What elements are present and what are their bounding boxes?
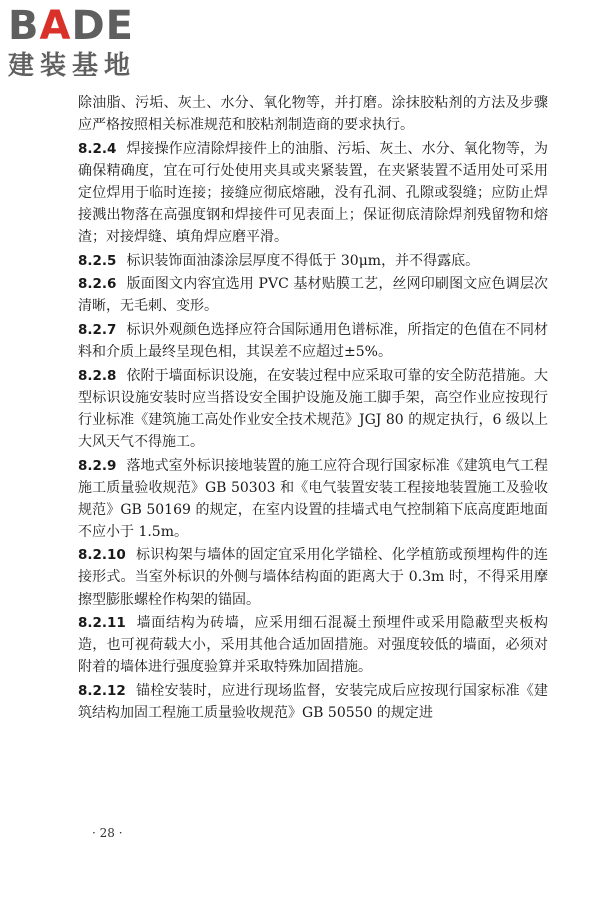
clause-8-2-7	[78, 319, 548, 363]
document-body	[78, 92, 548, 724]
clause-number: 8.2.7	[78, 321, 117, 338]
clause-text: 版面图文内容宜选用 PVC 基材贴膜工艺，丝网印刷图文应色调层次清晰，无毛刺、变形。	[78, 276, 548, 315]
logo-letter-b: B	[8, 3, 40, 49]
clause-number: 8.2.10	[78, 547, 126, 564]
clause-8-2-9	[78, 455, 548, 543]
clause-8-2-8	[78, 365, 548, 453]
clause-8-2-5	[78, 250, 548, 272]
clause-text: 标识外观颜色选择应符合国际通用色谱标准，所指定的色值在不同材料和介质上最终呈现色相，其误差不应超过±5%。	[78, 321, 548, 361]
clause-8-2-6	[78, 273, 548, 317]
clause-text: 标识装饰面油漆涂层厚度不得低于 30μm，并不得露底。	[126, 252, 480, 269]
logo-letter-a: A	[39, 3, 72, 49]
clause-number: 8.2.5	[78, 252, 117, 269]
clause-8-2-10	[78, 544, 548, 610]
clause-text: 依附于墙面标识设施，在安装过程中应采取可靠的安全防范措施。大型标识设施安装时应当搭设安全围护设施及施工脚手架，高空作业应按现行行业标准《建筑施工高处作业安全技术规范》JGJ 80 的规定执行，6 级以上大风天气不得施工。	[78, 367, 548, 450]
clause-number: 8.2.11	[78, 615, 126, 632]
clause-text: 标识构架与墙体的固定宜采用化学锚栓、化学植筋或预埋构件的连接形式。当室外标识的外侧与墙体结构面的距离大于 0.3m 时，不得采用摩擦型膨胀螺栓作构架的锚固。	[78, 547, 548, 608]
logo-subtitle: 建装基地	[8, 51, 137, 81]
page-number: · 28 ·	[92, 826, 123, 840]
clause-number: 8.2.6	[78, 276, 117, 293]
brand-logo	[8, 4, 183, 86]
clause-8-2-4	[78, 138, 548, 248]
clause-text: 锚栓安装时，应进行现场监督，安装完成后应按现行国家标准《建筑结构加固工程施工质量验收规范》GB 50550 的规定进	[78, 682, 548, 722]
paragraph-text: 除油脂、污垢、灰土、水分、氧化物等，并打磨。涂抹胶粘剂的方法及步骤应严格按照相关标准规范和胶粘剂制造商的要求执行。	[78, 95, 548, 134]
clause-number: 8.2.4	[78, 140, 117, 157]
clause-text: 墙面结构为砖墙，应采用细石混凝土预埋件或采用隐蔽型夹板构造，也可视荷载大小，采用其他合适加固措施。对强度较低的墙面，必须对附着的墙体进行强度验算并采取特殊加固措施。	[78, 615, 548, 676]
clause-8-2-12	[78, 680, 548, 724]
clause-number: 8.2.8	[78, 367, 117, 384]
logo-letters-de: DE	[71, 3, 134, 49]
clause-number: 8.2.9	[78, 457, 117, 474]
logo-wordmark	[8, 4, 183, 48]
paragraph-continuation	[78, 92, 548, 136]
clause-number: 8.2.12	[78, 682, 126, 699]
clause-8-2-11	[78, 612, 548, 678]
clause-text: 焊接操作应清除焊接件上的油脂、污垢、灰土、水分、氧化物等，为确保精确度，宜在可行处使用夹具或夹紧装置，在夹紧装置不适用处可采用定位焊用于临时连接；接缝应彻底熔融，没有孔洞、孔隙或裂缝；应防止焊接溅出物落在高强度钢和焊接件可见表面上；保证彻底清除焊剂残留物和熔渣；对接焊缝、填角焊应磨平滑。	[78, 140, 548, 246]
clause-text: 落地式室外标识接地装置的施工应符合现行国家标准《建筑电气工程施工质量验收规范》GB 50303 和《电气装置安装工程接地装置施工及验收规范》GB 50169 的规定，在室内设置的挂墙式电气控制箱下底高度距地面不应小于 1.5m。	[78, 457, 548, 540]
